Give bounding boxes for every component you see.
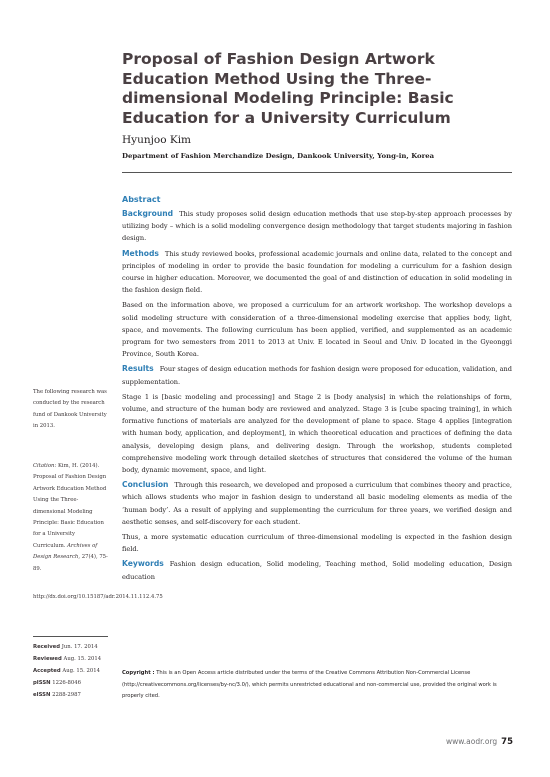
- results-text: Four stages of design education methods for fashion design were proposed for education, validation, and supplementation.: [122, 365, 512, 386]
- copyright-text: This is an Open Access article distributed under the terms of the Creative Commons Attribution Non-Commercial License (http://creativecommons.org/licenses/by-nc/3.0/), which permits unrestricted educational and non-commercial use, provided the original work is properly cited.: [122, 670, 497, 700]
- copyright-notice: [122, 668, 512, 703]
- article-title: Proposal of Fashion Design Artwork Education Method Using the Three-dimensional Modeling Principle: Basic Education for a University Curriculum: [122, 50, 454, 127]
- abstract-body: [122, 208, 512, 586]
- citation-authors: Kim, H. (2014). Proposal of Fashion Design Artwork Education Method Using the Three-dimensional Modeling Principle: Basic Education for a University Curriculum.: [33, 463, 107, 549]
- sidebar-divider: [33, 636, 108, 637]
- abstract-results-continued: Stage 1 is [basic modeling and processing] and Stage 2 is [body analysis] in which the relationships of form, volume, and structure of the human body are reviewed and analyzed. Stage 3 is [cube spacing training], in which formative functions of materials are analyzed for the development of plane to space. Stage 4 applies [integration with human body, application, and deployment], in which theoretical education and practices of defining the data analysis, developing design plans, and delivering design. Through the workshop, students completed comprehensive modeling work through detailed sketches of structures that considered the volume of the human body, dynamic movement, space, and light.: [122, 392, 512, 475]
- journal-url[interactable]: www.aodr.org: [446, 737, 498, 746]
- abstract-results: [122, 363, 512, 387]
- doi-link[interactable]: http://dx.doi.org/10.15187/adr.2014.11.112.4.75: [33, 594, 163, 600]
- methods-heading: Methods: [122, 248, 159, 258]
- accepted-label: Accepted: [33, 668, 61, 674]
- author-affiliation: Department of Fashion Merchandize Design, Dankook University, Yong-in, Korea: [122, 152, 435, 160]
- received-label: Received: [33, 644, 61, 650]
- keywords-heading: Keywords: [122, 559, 164, 569]
- page-footer: [446, 737, 513, 747]
- page-number: 75: [501, 737, 513, 747]
- funding-note: The following research was conducted by the research fund of Dankook University in 2013.: [33, 389, 107, 430]
- methods-text: This study reviewed books, professional academic journals and online data, related to the concept and principles of modeling in order to provide the basic foundation for modeling a curriculum for a fashion design course in higher education. Moreover, we documented the goal of and distinction of education in solid modeling in the fashion design field.: [122, 249, 512, 295]
- conclusion-heading: Conclusion: [122, 480, 169, 490]
- author-name: Hyunjoo Kim: [122, 134, 192, 146]
- background-heading: Background: [122, 209, 174, 218]
- pissn-value: 1226-8046: [52, 680, 82, 686]
- abstract-conclusion-continued: Thus, a more systematic education curriculum of three-dimensional modeling is expected in the fashion design field.: [122, 533, 512, 554]
- received-date: Jun. 17. 2014: [61, 644, 98, 650]
- results-heading: Results: [122, 364, 154, 374]
- eissn-value: 2288-2987: [52, 692, 81, 698]
- eissn-label: eISSN: [33, 692, 51, 698]
- citation-issue: 27(4), 75-89.: [33, 554, 108, 572]
- abstract-conclusion: [122, 479, 512, 528]
- citation-label: Citation:: [33, 463, 57, 469]
- background-text: This study proposes solid design education methods that use step-by-step approach processes by utilizing body – which is a solid modeling convergence design methodology that target students majoring in fashion design.: [122, 210, 512, 243]
- article-dates: [33, 641, 108, 701]
- conclusion-text: Through this research, we developed and proposed a curriculum that combines theory and practice, which allows students who major in fashion design to understand all basic modeling elements as media of the ‘human body’. As a result of applying and supplementing the curriculum for three years, we verified design and aesthetic senses, and self-discovery for each student.: [122, 481, 512, 526]
- reviewed-label: Reviewed: [33, 656, 62, 662]
- copyright-label: Copyright :: [122, 670, 155, 676]
- abstract-background: [122, 208, 512, 245]
- abstract-methods: [122, 248, 512, 297]
- citation-journal: Archives of Design Research,: [33, 542, 98, 561]
- pissn-label: pISSN: [33, 680, 51, 686]
- accepted-date: Aug. 15. 2014: [62, 668, 100, 674]
- citation-block: [33, 461, 108, 575]
- keywords-text: Fashion design education, Solid modeling, Teaching method, Solid modeling education, Design education: [122, 560, 512, 581]
- abstract-keywords: [122, 558, 512, 582]
- abstract-methods-continued: Based on the information above, we proposed a curriculum for an artwork workshop. The workshop develops a solid modeling structure with consideration of a three-dimensional modeling exercise that applies body, light, space, and movements. The following curriculum has been applied, verified, and supplemented as an academic program for two semesters from 2011 to 2013 at Univ. E located in Seoul and Univ. D located in the Gyeonggi Province, South Korea.: [122, 301, 512, 359]
- header-divider: [122, 172, 512, 173]
- reviewed-date: Aug. 15. 2014: [63, 656, 102, 662]
- abstract-label: Abstract: [122, 195, 161, 204]
